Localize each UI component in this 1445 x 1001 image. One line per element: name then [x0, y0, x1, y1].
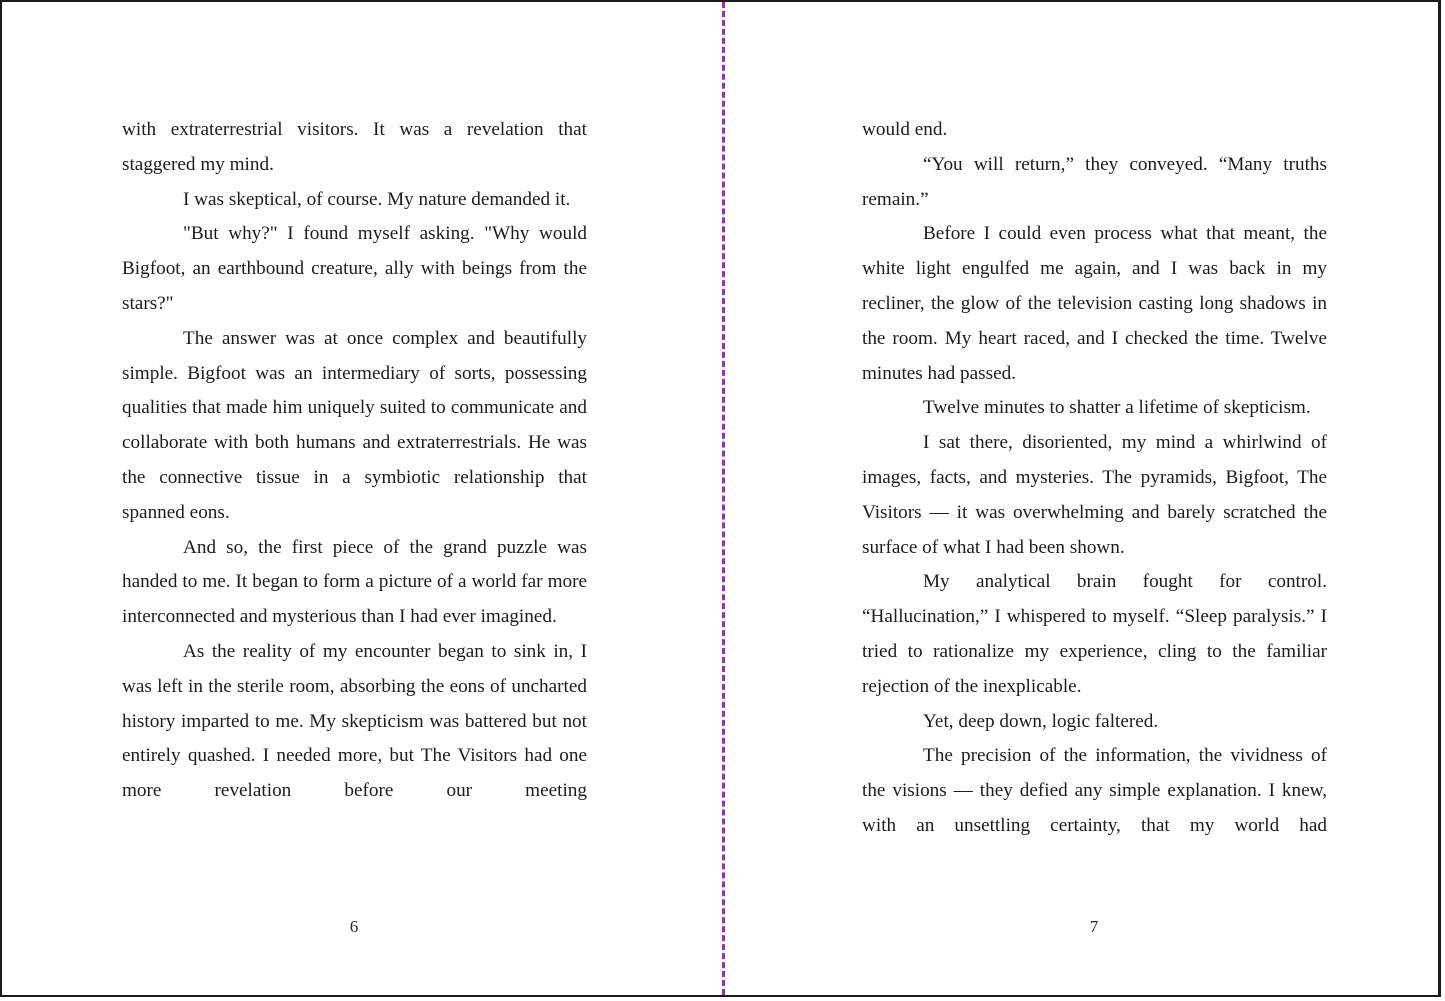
- right-paragraph-2: “You will return,” they conveyed. “Many truths remain.”: [862, 153, 1327, 210]
- left-paragraph-2: I was skeptical, of course. My nature demanded it.: [183, 188, 571, 210]
- right-paragraph-3: Before I could even process what that meant, the white light engulfed me again, and I was back in my recliner, the glow of the television casting long shadows in the room. My heart raced, and I checked the time. Twelve minutes had passed.: [862, 223, 1327, 384]
- right-paragraph-4: Twelve minutes to shatter a lifetime of skepticism.: [923, 397, 1311, 419]
- left-page: [122, 113, 587, 809]
- left-paragraph-1: with extraterrestrial visitors. It was a revelation that staggered my mind.: [122, 119, 587, 175]
- right-paragraph-7: Yet, deep down, logic faltered.: [923, 710, 1159, 732]
- right-paragraph-6: My analytical brain fought for control. “Hallucination,” I whispered to myself. “Sleep paralysis.” I tried to rationalize my experience, cling to the familiar rejection of the inexplicable.: [862, 571, 1327, 697]
- right-page: [862, 113, 1327, 844]
- right-paragraph-1: would end.: [862, 119, 948, 140]
- right-paragraph-8: The precision of the information, the vividness of the visions — they defied any simple explanation. I knew, with an unsettling certainty, that my world had: [862, 745, 1327, 836]
- left-paragraph-4: The answer was at once complex and beautifully simple. Bigfoot was an intermediary of sorts, possessing qualities that made him uniquely suited to communicate and collaborate with both humans and extraterrestrials. He was the connective tissue in a symbiotic relationship that spanned eons.: [122, 327, 587, 523]
- right-paragraph-5: I sat there, disoriented, my mind a whirlwind of images, facts, and mysteries. The pyramids, Bigfoot, The Visitors — it was overwhelming and barely scratched the surface of what I had been shown.: [862, 432, 1327, 558]
- left-paragraph-3: "But why?" I found myself asking. "Why would Bigfoot, an earthbound creature, ally with beings from the stars?": [122, 223, 587, 314]
- page-gutter-divider: [722, 2, 725, 995]
- left-paragraph-6: As the reality of my encounter began to sink in, I was left in the sterile room, absorbing the eons of uncharted history imparted to me. My skepticism was battered but not entirely quashed. I needed more, but The Visitors had one more revelation before our meeting: [122, 640, 587, 802]
- left-page-number: 6: [349, 917, 359, 936]
- right-page-number: 7: [1089, 917, 1099, 936]
- left-paragraph-5: And so, the first piece of the grand puzzle was handed to me. It began to form a picture of a world far more interconnected and mysterious than I had ever imagined.: [122, 536, 587, 628]
